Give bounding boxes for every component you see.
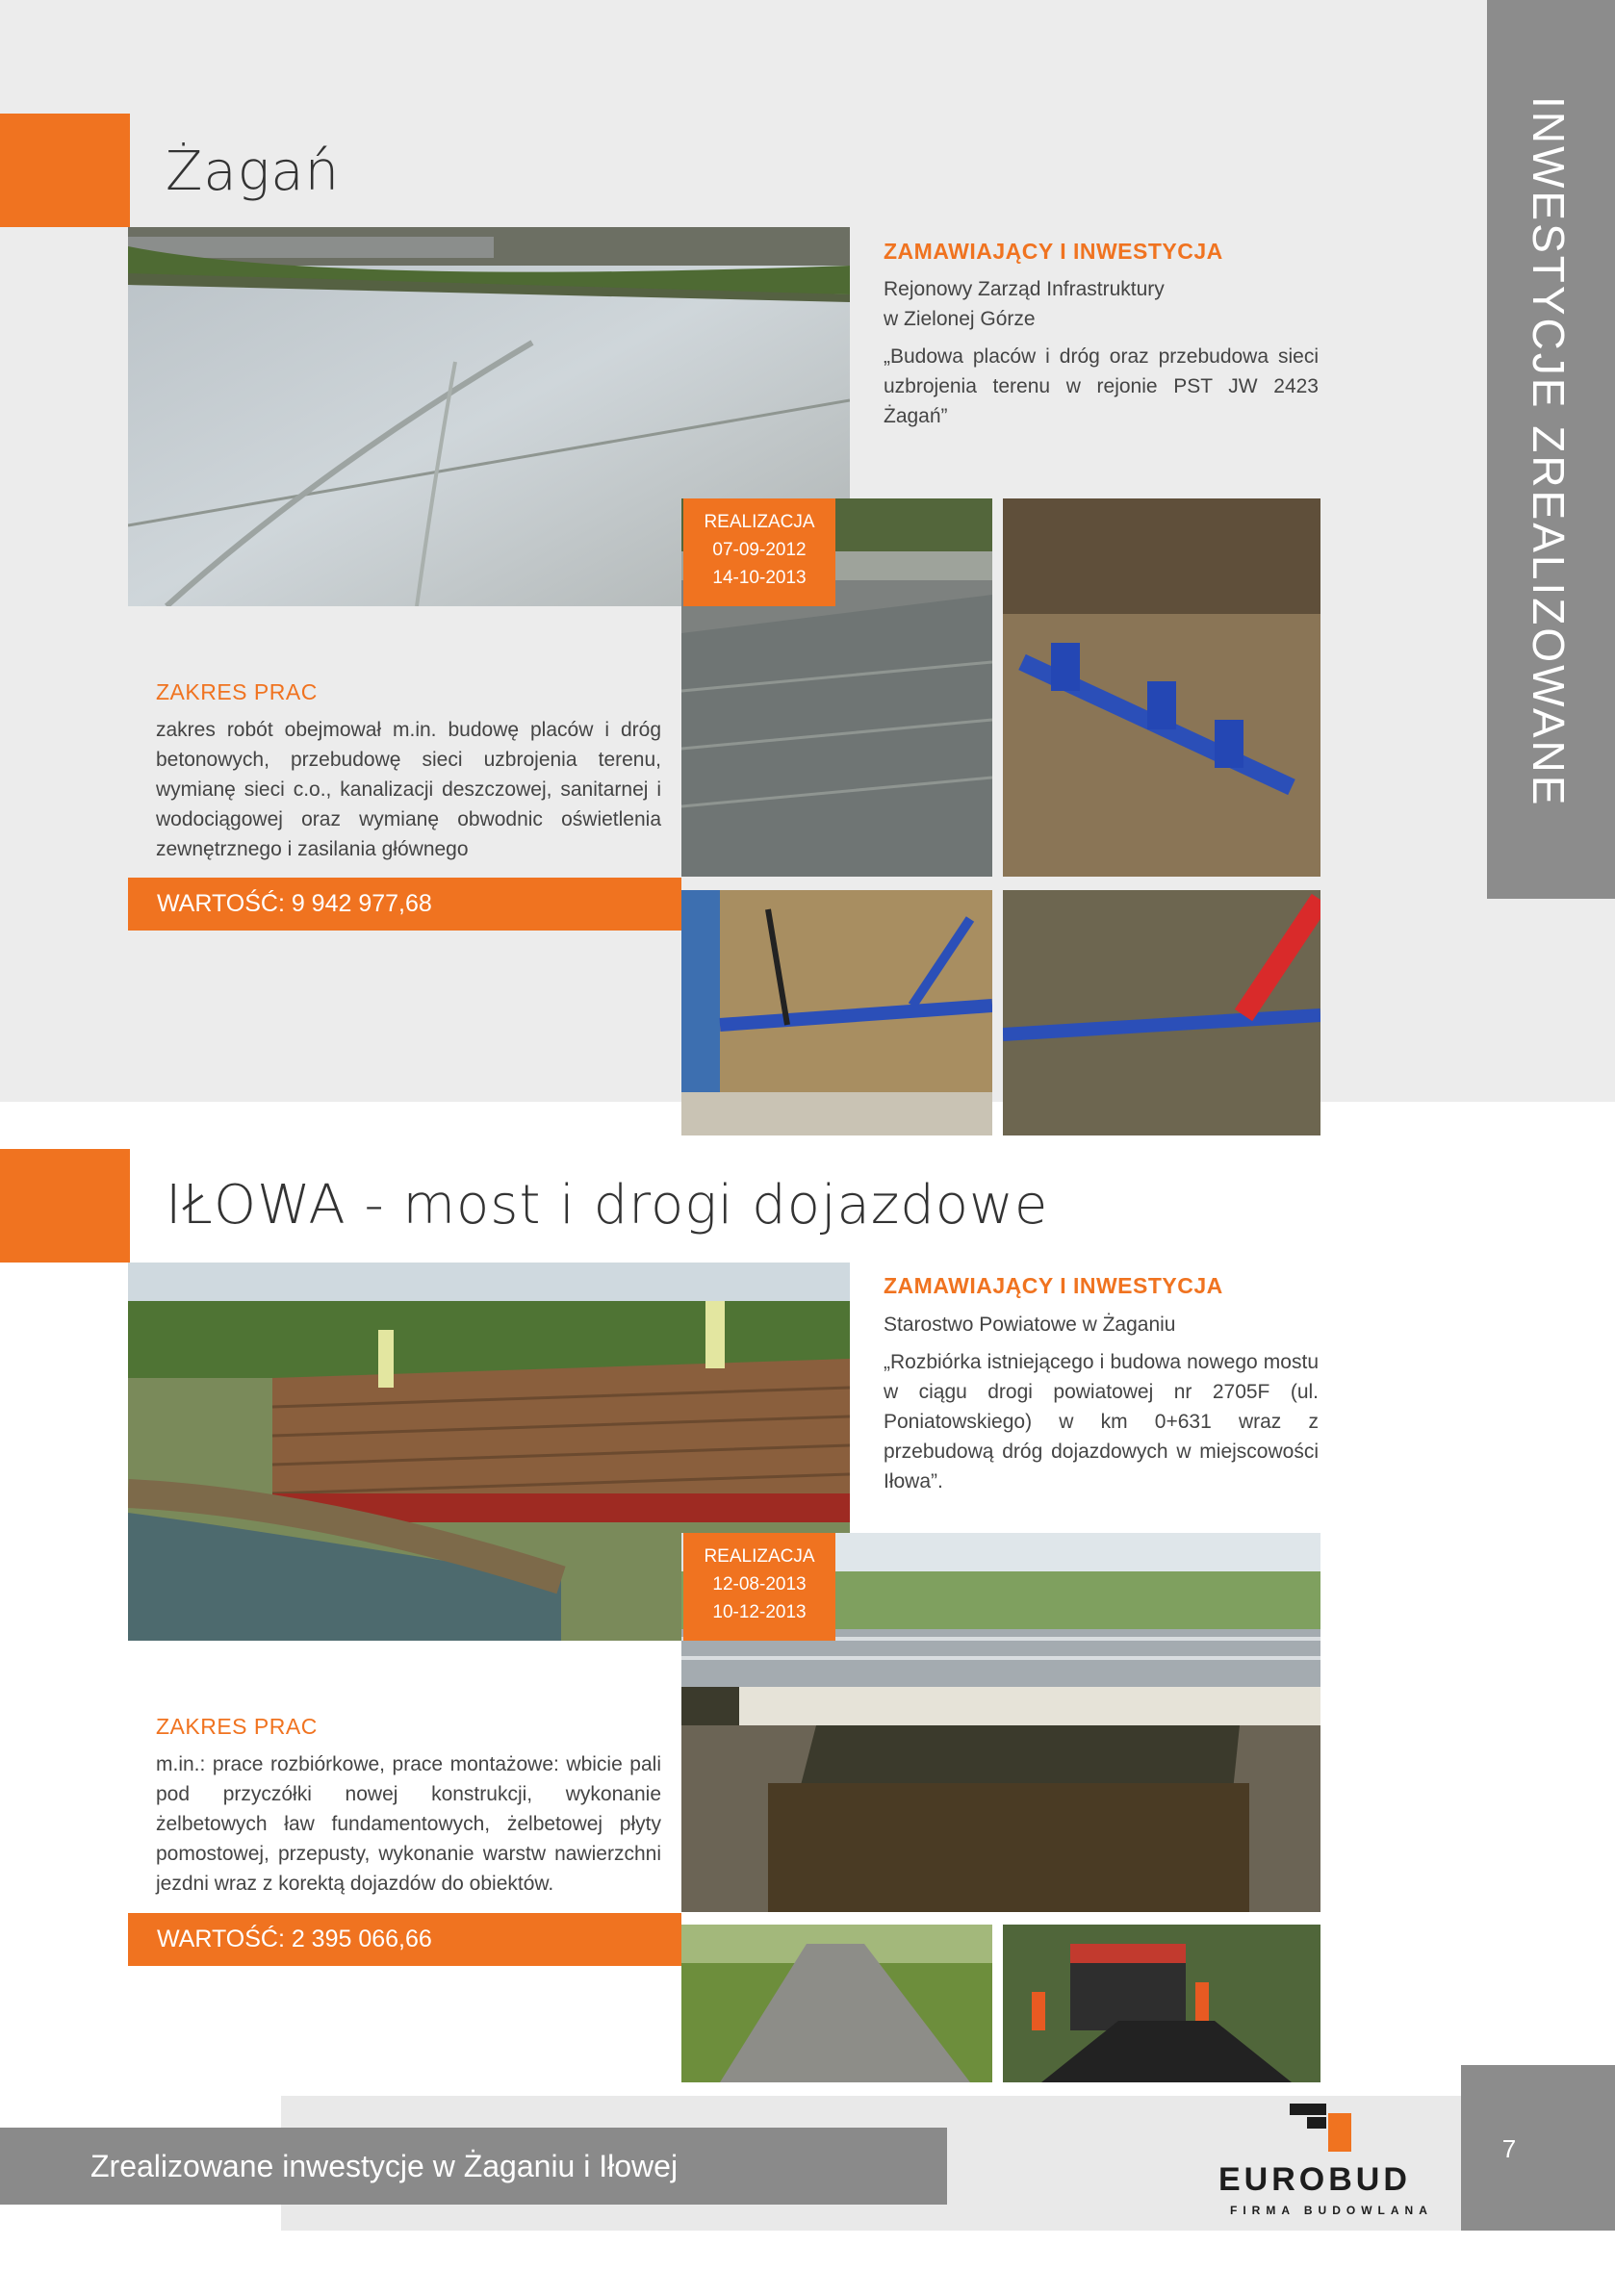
client-name-line2: w Zielonej Górze [884, 308, 1036, 330]
photo-pipe-trench [681, 890, 992, 1135]
realization-date-end: 10-12-2013 [712, 1602, 807, 1622]
client-name-line1: Starostwo Powiatowe w Żaganiu [884, 1314, 1176, 1336]
logo-tagline: FIRMA BUDOWLANA [1230, 2204, 1433, 2217]
realization-box [683, 1533, 835, 1641]
section-side-label [1487, 96, 1615, 899]
investment-description: „Budowa placów i dróg oraz przebudowa sieci uzbrojenia terenu w rejonie PST JW 2423 Żagań” [884, 345, 1319, 427]
realization-date-start: 12-08-2013 [712, 1574, 807, 1594]
investment-description: „Rozbiórka istniejącego i budowa nowego mostu w ciągu drogi powiatowej nr 2705F (ul. Poniatowskiego) w km 0+631 wraz z przebudową dróg dojazdowych w miejscowości Iłowa”. [884, 1351, 1319, 1492]
realization-box [683, 498, 835, 606]
scope-heading: ZAKRES PRAC [156, 679, 318, 704]
realization-label: REALIZACJA [704, 512, 815, 532]
realization-date-end: 14-10-2013 [712, 568, 807, 588]
value-bar: WARTOŚĆ: 2 395 066,66 [128, 1913, 681, 1966]
side-tab-text: INWESTYCJE ZREALIZOWANE [1523, 96, 1574, 808]
photo-access-road [681, 1925, 992, 2082]
client-heading: ZAMAWIAJĄCY I INWESTYCJA [884, 1273, 1223, 1298]
photo-asphalt-paving [1003, 1925, 1320, 2082]
realization-label: REALIZACJA [704, 1546, 815, 1567]
project-title: IŁOWA - most i drogi dojazdowe [166, 1174, 1049, 1237]
scope-text: m.in.: prace rozbiórkowe, prace montażowe: wbicie pali pod przyczółki nowej konstrukcji, wykonanie żelbetowych ław fundamentowych, żelbetowej płyty pomostowej, przepusty, wykonanie warstw nawierzchni jezdni wraz z korektą dojazdów do obiektów. [156, 1753, 661, 1895]
scope-text: zakres robót obejmował m.in. budowę placów i dróg betonowych, przebudowę sieci uzbrojenia terenu, wymianę sieci c.o., kanalizacji deszczowej, sanitarnej i wodociągowej oraz wymianę obwodnic oświetlenia zewnętrznego i zasilania głównego [156, 719, 661, 860]
realization-date-start: 07-09-2012 [712, 540, 807, 560]
client-name-line1: Rejonowy Zarząd Infrastruktury [884, 278, 1165, 300]
footer-caption: Zrealizowane inwestycje w Żaganiu i Iłowej [0, 2128, 947, 2205]
client-heading: ZAMAWIAJĄCY I INWESTYCJA [884, 239, 1223, 264]
eurobud-logo-mark [1290, 2104, 1351, 2152]
logo-wordmark: EUROBUD [1218, 2161, 1411, 2198]
value-bar: WARTOŚĆ: 9 942 977,68 [128, 878, 681, 931]
scope-heading: ZAKRES PRAC [156, 1714, 318, 1739]
title-accent-square [0, 114, 130, 227]
photo-red-pipe [1003, 890, 1320, 1135]
project-title: Żagań [166, 140, 341, 203]
title-accent-square [0, 1149, 130, 1263]
photo-water-valves [1003, 498, 1320, 877]
page-number: 7 [1501, 2134, 1517, 2163]
